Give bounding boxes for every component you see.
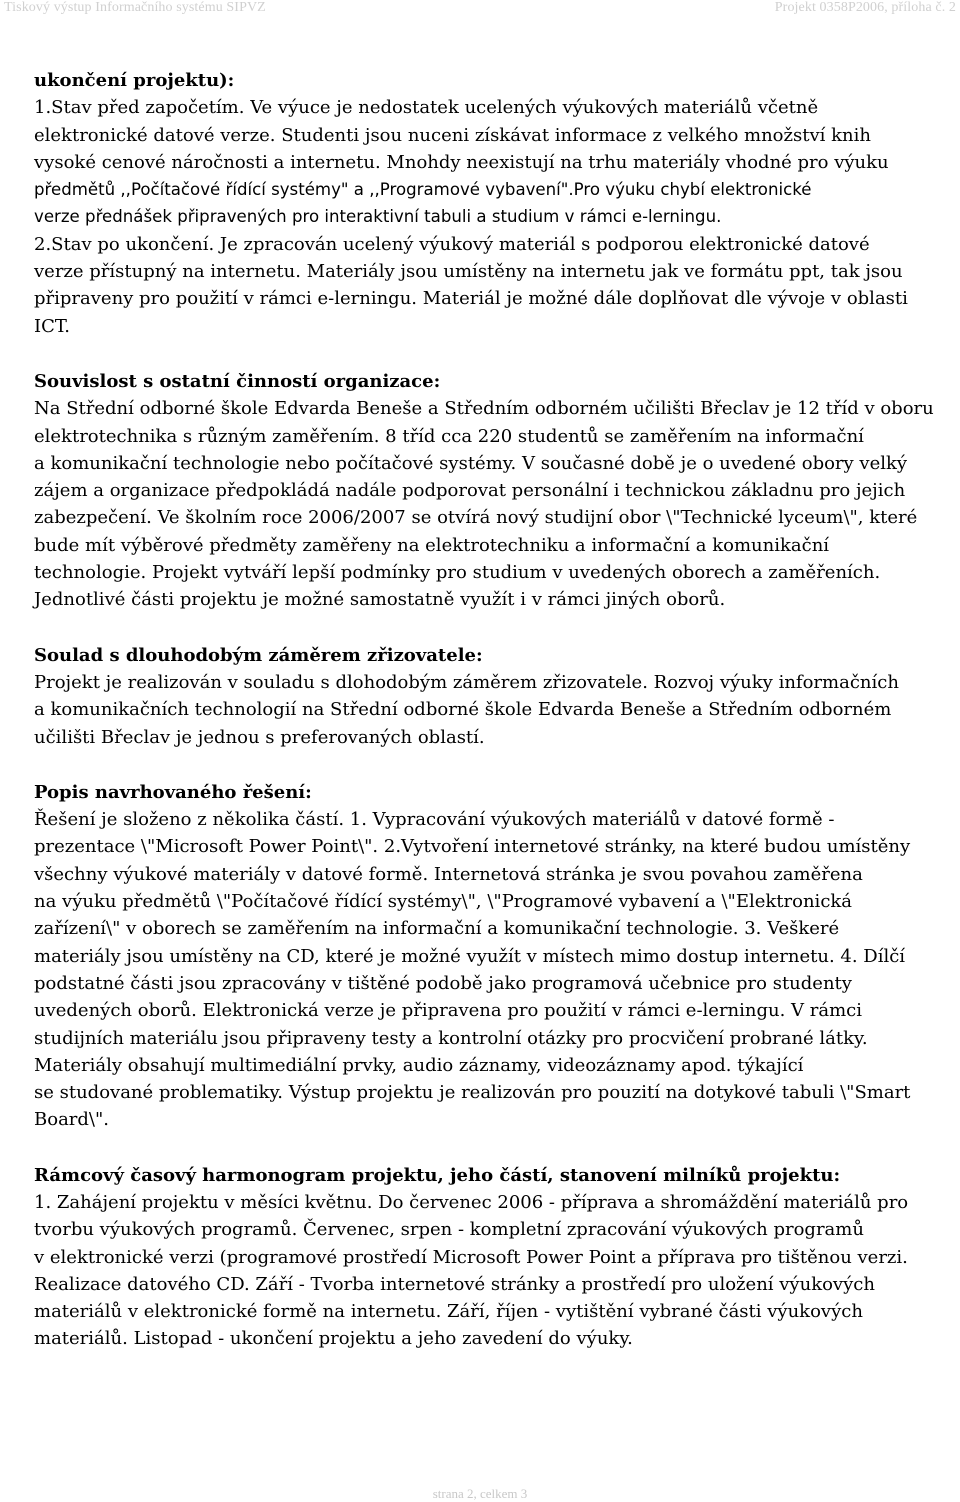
- section: [34, 1162, 946, 1353]
- text-line: se studované problematiky. Výstup projektu je realizován pro pouzití na dotykové tabuli \"Smart: [34, 1082, 911, 1104]
- text-line: materiálů v elektronické formě na internetu. Září, říjen - vytištění vybrané části výukových: [34, 1301, 863, 1323]
- section-title: Souvislost s ostatní činností organizace:: [34, 370, 441, 392]
- text-line: tvorbu výukových programů. Červenec, srpen - kompletní zpracování výukových programů: [34, 1219, 864, 1241]
- section-title: ukončení projektu):: [34, 70, 235, 91]
- text-line: ICT.: [34, 315, 70, 337]
- text-line: učilišti Břeclav je jednou s preferovaných oblastí.: [34, 726, 485, 748]
- header-right: Projekt 0358P2006, příloha č. 2: [774, 0, 956, 15]
- section: [34, 67, 946, 340]
- text-line: podstatné části jsou zpracovány v tištěné podobě jako programová učebnice pro studenty: [34, 972, 852, 994]
- text-line: zabezpečení. Ve školním roce 2006/2007 se otvírá nový studijní obor \"Technické lyceum\", které: [34, 507, 918, 529]
- text-line: verze přístupný na internetu. Materiály jsou umístěny na internetu jak ve formátu ppt, tak jsou: [34, 261, 903, 283]
- text-line: 2.Stav po ukončení. Je zpracován ucelený výukový materiál s podporou elektronické datové: [34, 233, 870, 255]
- text-line: elektrotechnika s různým zaměřením. 8 tříd cca 220 studentů se zaměřením na informační: [34, 425, 864, 447]
- text-line: prezentace \"Microsoft Power Point\". 2.Vytvoření internetové stránky, na které budou umístěny: [34, 836, 911, 858]
- text-line: 1.Stav před započetím. Ve výuce je nedostatek ucelených výukových materiálů včetně: [34, 97, 819, 119]
- text-line: a komunikačních technologií na Střední odborné škole Edvarda Beneše a Středním odborném: [34, 699, 892, 721]
- text-line: v elektronické verzi (programové prostředí Microsoft Power Point a příprava pro tištěnou verzi.: [34, 1246, 908, 1268]
- text-line: materiálů. Listopad - ukončení projektu a jeho zavedení do výuky.: [34, 1328, 633, 1350]
- section: [34, 779, 946, 1134]
- text-line: verze přednášek připravených pro interaktivní tabuli a studium v rámci e-lerningu.: [34, 207, 722, 227]
- text-line: připraveny pro použití v rámci e-lerningu. Materiál je možné dále doplňovat dle vývoje v oblasti: [34, 288, 908, 310]
- text-line: Materiály obsahují multimediální prvky, audio záznamy, videozáznamy apod. týkající: [34, 1054, 804, 1076]
- text-line: Projekt je realizován v souladu s dlohodobým záměrem zřizovatele. Rozvoj výuky informačních: [34, 671, 899, 693]
- section: [34, 368, 946, 614]
- page-footer: strana 2, celkem 3: [432, 1486, 528, 1501]
- text-line: Řešení je složeno z několika částí. 1. Vypracování výukových materiálů v datové formě -: [34, 809, 835, 831]
- text-line: předmětů ,,Počítačové řídící systémy" a ,,Programové vybavení".Pro výuku chybí elektronické: [34, 180, 812, 200]
- text-line: Na Střední odborné škole Edvarda Beneše a Středním odborném učilišti Břeclav je 12 tříd v oboru: [34, 398, 934, 420]
- text-line: a komunikační technologie nebo počítačové systémy. V současné době je o uvedené obory velký: [34, 452, 908, 474]
- text-line: materiály jsou umístěny na CD, které je možné využít v místech mimo dostup internetu. 4. Dílčí: [34, 945, 906, 967]
- text-line: na výuku předmětů \"Počítačové řídící systémy\", \"Programové vybavení a \"Elektronická: [34, 891, 853, 913]
- section-title: Rámcový časový harmonogram projektu, jeho částí, stanovení milníků projektu:: [34, 1164, 841, 1186]
- text-line: Jednotlivé části projektu je možné samostatně využít i v rámci jiných oborů.: [34, 589, 726, 611]
- document-body: [34, 67, 946, 1353]
- section: [34, 642, 946, 751]
- text-line: zájem a organizace předpokládá nadále podporovat personální i technickou základnu pro jejich: [34, 480, 906, 502]
- section-title: Popis navrhovaného řešení:: [34, 781, 312, 803]
- text-line: technologie. Projekt vytváří lepší podmínky pro studium v uvedených oborech a zaměřeních.: [34, 562, 881, 584]
- header-left: Tiskový výstup Informačního systému SIPVZ: [4, 0, 266, 15]
- text-line: Realizace datového CD. Září - Tvorba internetové stránky a prostředí pro uložení výukových: [34, 1273, 875, 1295]
- text-line: uvedených oborů. Elektronická verze je připravena pro použití v rámci e-lerningu. V rámci: [34, 1000, 863, 1022]
- text-line: všechny výukové materiály v datové formě. Internetová stránka je svou povahou zaměřena: [34, 863, 863, 885]
- text-line: zařízení\" v oborech se zaměřením na informační a komunikační technologie. 3. Veškeré: [34, 918, 840, 940]
- text-line: bude mít výběrové předměty zaměřeny na elektrotechniku a informační a komunikační: [34, 534, 830, 556]
- section-title: Soulad s dlouhodobým záměrem zřizovatele:: [34, 644, 483, 666]
- text-line: elektronické datové verze. Studenti jsou nuceni získávat informace z velkého množství knih: [34, 124, 871, 146]
- text-line: Board\".: [34, 1109, 109, 1131]
- text-line: vysoké cenové náročnosti a internetu. Mnohdy neexistují na trhu materiály vhodné pro výuku: [34, 151, 889, 173]
- text-line: studijních materiálu jsou připraveny testy a kontrolní otázky pro procvičení probrané látky.: [34, 1027, 868, 1049]
- text-line: 1. Zahájení projektu v měsíci květnu. Do červenec 2006 - příprava a shromáždění materiálů pro: [34, 1191, 909, 1213]
